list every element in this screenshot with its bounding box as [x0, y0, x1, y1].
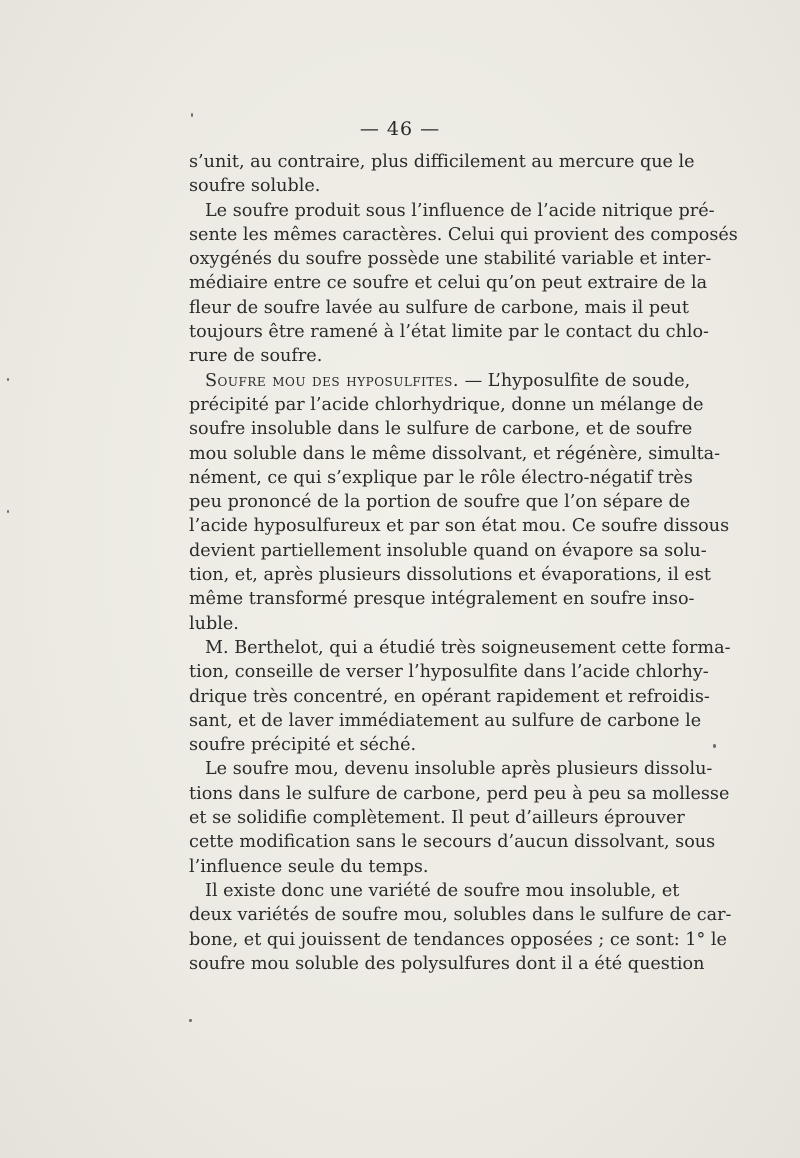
paragraph: [189, 879, 732, 976]
text-line: Le soufre mou, devenu insoluble après plusieurs dissolu-: [205, 759, 713, 780]
text-line: Il existe donc une variété de soufre mou insoluble, et: [205, 880, 680, 901]
text-line: oxygénés du soufre possède une stabilité variable et inter-: [189, 249, 712, 270]
text-line: même transformé presque intégralement en soufre inso-: [189, 589, 695, 610]
text-line: toujours être ramené à l’état limite par le contact du chlo-: [189, 322, 709, 343]
text-line: s’unit, au contraire, plus difficilement au mercure que le: [189, 152, 695, 172]
text-line: sente les mêmes caractères. Celui qui provient des composés: [189, 224, 738, 245]
heading-continuation: — L’hyposulfite de soude,: [459, 370, 691, 391]
text-line: soufre soluble.: [189, 176, 321, 197]
paragraph: [189, 199, 738, 369]
text-line: l’acide hyposulfureux et par son état mou. Ce soufre dissous: [189, 516, 730, 537]
text-line: rure de soufre.: [189, 346, 323, 367]
text-line: tion, conseille de verser l’hyposulfite dans l’acide chlorhy-: [189, 662, 709, 683]
text-line: nément, ce qui s’explique par le rôle électro-négatif très: [189, 467, 693, 488]
text-line: soufre insoluble dans le sulfure de carbone, et de soufre: [189, 419, 693, 440]
text-line: deux variétés de soufre mou, solubles dans le sulfure de car-: [189, 905, 732, 926]
paragraph: [189, 369, 730, 636]
section-heading: Soufre mou des hyposulfites.: [205, 370, 459, 391]
scan-speck: [189, 1019, 192, 1022]
text-line: drique très concentré, en opérant rapidement et refroidis-: [189, 686, 710, 707]
paragraph: [189, 636, 731, 757]
text-line: cette modification sans le secours d’aucun dissolvant, sous: [189, 832, 716, 853]
text-line: bone, et qui jouissent de tendances opposées ; ce sont: 1° le: [189, 929, 727, 950]
body-text: [189, 150, 738, 976]
text-line: sant, et de laver immédiatement au sulfure de carbone le: [189, 710, 702, 731]
paragraph: [189, 150, 695, 199]
paragraph: [189, 757, 730, 878]
text-line: mou soluble dans le même dissolvant, et régénère, simulta-: [189, 443, 721, 464]
scan-speck: [713, 744, 716, 748]
text-line: M. Berthelot, qui a étudié très soigneusement cette forma-: [205, 637, 731, 658]
text-line: luble.: [189, 613, 239, 634]
scan-speck: [7, 378, 9, 381]
scan-speck: [7, 510, 9, 513]
text-line: tions dans le sulfure de carbone, perd peu à peu sa mollesse: [189, 783, 730, 804]
text-line: devient partiellement insoluble quand on évapore sa solu-: [189, 540, 707, 561]
text-line: médiaire entre ce soufre et celui qu’on peut extraire de la: [189, 273, 708, 294]
text-line: précipité par l’acide chlorhydrique, donne un mélange de: [189, 394, 704, 415]
text-line: fleur de soufre lavée au sulfure de carbone, mais il peut: [189, 297, 689, 318]
text-line: soufre mou soluble des polysulfures dont il a été question: [189, 953, 705, 974]
scan-speck: [191, 113, 193, 117]
text-line: et se solidifie complètement. Il peut d’ailleurs éprouver: [189, 808, 685, 829]
text-line: peu prononcé de la portion de soufre que l’on sépare de: [189, 492, 691, 513]
text-line: [189, 369, 691, 393]
text-line: tion, et, après plusieurs dissolutions et évaporations, il est: [189, 565, 711, 586]
page-number: — 46 —: [359, 118, 441, 140]
text-line: Le soufre produit sous l’influence de l’acide nitrique pré-: [205, 200, 715, 221]
text-line: soufre précipité et séché.: [189, 735, 417, 756]
text-line: l’influence seule du temps.: [189, 856, 429, 877]
